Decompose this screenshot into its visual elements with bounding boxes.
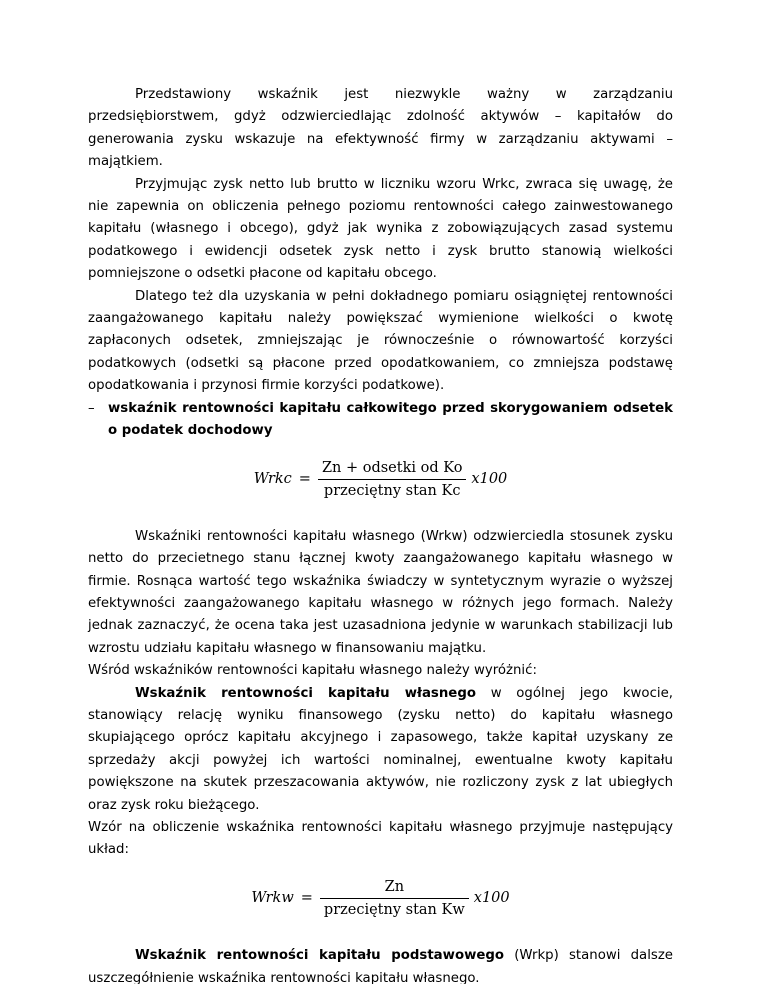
paragraph-wsrod	[88, 660, 673, 682]
paragraph-wzor-text: Wzór na obliczenie wskaźnika rentowności kapitału własnego przyjmuje następujący układ:	[88, 820, 673, 858]
paragraph-wrkc-note-text: Przyjmując zysk netto lub brutto w liczniku wzoru Wrkc, zwraca się uwagę, że nie zapewnia on obliczenia pełnego poziomu rentowności całego zainwestowanego kapitału (własnego i obcego), gdyż jak wynika z zobowiązujących zasad systemu podatkowego i ewidencji odsetek zysk netto i zysk brutto stanowią wielkości pomniejszone o odsetki płacone od kapitału obcego.	[88, 176, 673, 282]
paragraph-odsetki	[88, 286, 673, 398]
list-item-wrkc-text: wskaźnik rentowności kapitału całkowitego przed skorygowaniem odsetek o podatek dochodowy	[108, 400, 673, 439]
formula-wrkc-numerator: Zn + odsetki od Ko	[318, 459, 466, 480]
formula-wrkw-numerator: Zn	[320, 878, 469, 899]
formula-wrkc-fraction	[318, 459, 466, 500]
paragraph-wrkc-note	[88, 174, 673, 286]
paragraph-wsrod-text: Wśród wskaźników rentowności kapitału własnego należy wyróżnić:	[88, 663, 537, 679]
paragraph-wrkp-bold: Wskaźnik rentowności kapitału podstawowego	[135, 948, 505, 964]
list-item-wrkc	[88, 398, 673, 443]
paragraph-intro-text: Przedstawiony wskaźnik jest niezwykle ważny w zarządzaniu przedsiębiorstwem, gdyż odzwierciedlając zdolność aktywów – kapitałów do generowania zysku wskazuje na efektywność firmy w zarządzaniu aktywami – majątkiem.	[88, 87, 673, 170]
formula-wrkw-multiplier: x100	[473, 890, 510, 907]
paragraph-odsetki-text: Dlatego też dla uzyskania w pełni dokładnego pomiaru osiągniętej rentowności zaangażowanego kapitału należy powiększać wymienione wielkości o kwotę zapłaconych odsetek, zmniejszając je równocześnie o równowartość korzyści podatkowych (odsetki są płacone przed opodatkowaniem, co zmniejsza podstawę opodatkowania i przynosi firmie korzyści podatkowe).	[88, 288, 673, 394]
formula-wrkw-equals: =	[300, 890, 313, 907]
paragraph-wrkw-definition	[88, 683, 673, 817]
paragraph-wzor	[88, 817, 673, 862]
paragraph-wrkw-intro	[88, 526, 673, 660]
bullet-dash: –	[88, 400, 95, 416]
formula-wrkw-lhs: Wrkw	[251, 890, 294, 907]
formula-wrkw	[88, 878, 673, 919]
formula-wrkc-equals: =	[298, 471, 311, 488]
paragraph-wrkw-definition-rest: w ogólnej jego kwocie, stanowiący relację wyniku finansowego (zysku netto) do kapitału własnego skupiającego oprócz kapitału akcyjnego i zapasowego, także kapitał uzyskany ze sprzedaży akcji powyżej ich wartości nominalnej, ewentualne kwoty kapitału powiększone na skutek przeszacowania aktywów, nie rozliczony zysk z lat ubiegłych oraz zysk roku bieżącego.	[88, 685, 673, 813]
paragraph-wrkp-rest: (Wrkp) stanowi dalsze uszczegółnienie wskaźnika rentowności kapitału własnego.	[88, 948, 673, 984]
paragraph-intro	[88, 84, 673, 174]
formula-wrkc-lhs: Wrkc	[253, 471, 292, 488]
paragraph-wrkw-definition-bold: Wskaźnik rentowności kapitału własnego	[135, 685, 476, 701]
formula-wrkw-denominator: przeciętny stan Kw	[323, 901, 465, 918]
paragraph-wrkw-intro-text: Wskaźniki rentowności kapitału własnego (Wrkw) odzwierciedla stosunek zysku netto do przecietnego stanu łącznej kwoty zaangażowanego kapitału własnego w firmie. Rosnąca wartość tego wskaźnika świadczy w syntetycznym wyrazie o wyższej efektywności zaangażowanego kapitału własnego w różnych jego formach. Należy jednak zaznaczyć, że ocena taka jest uzasadniona jedynie w warunkach stabilizacji lub wzrostu udziału kapitału własnego w finansowaniu majątku.	[88, 528, 673, 656]
formula-wrkw-fraction	[320, 878, 469, 919]
formula-wrkc-denominator: przeciętny stan Kc	[323, 482, 461, 499]
formula-wrkc-multiplier: x100	[471, 471, 508, 488]
paragraph-wrkp	[88, 945, 673, 984]
formula-wrkc	[88, 459, 673, 500]
